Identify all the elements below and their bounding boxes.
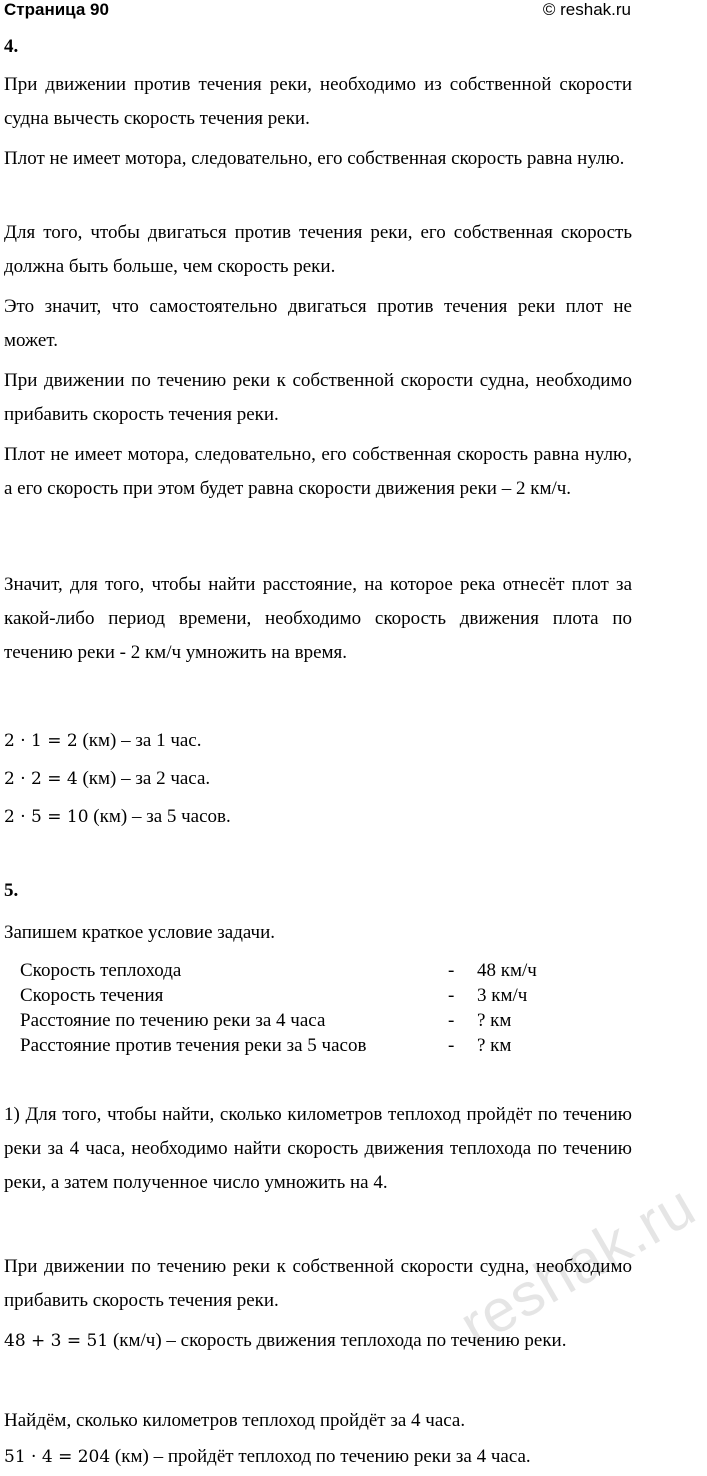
condition-value: ? км [477, 1035, 512, 1056]
condition-label: Скорость течения [20, 985, 164, 1006]
condition-dash: - [448, 1035, 455, 1056]
task-4-calc-2 [4, 762, 632, 796]
condition-value: 48 км/ч [477, 960, 537, 981]
condition-label: Расстояние по течению реки за 4 часа [20, 1010, 326, 1031]
task-4-paragraph-7: Значит, для того, чтобы найти расстояние, на которое река отнесёт плот за какой-либо период времени, необходимо скорость движения плота по течению реки - 2 км/ч умножить на время. [4, 574, 632, 663]
condition-value: ? км [477, 1010, 512, 1031]
condition-label: Скорость теплохода [20, 960, 182, 981]
calc-expression: 2 · 1 = 2 [4, 731, 78, 751]
condition-dash: - [448, 1010, 455, 1031]
calc-text: (км) – за 1 час. [77, 730, 202, 751]
condition-value: 3 км/ч [477, 985, 528, 1006]
task-4-paragraph-1: При движении против течения реки, необходимо из собственной скорости судна вычесть скорость течения реки. [4, 74, 632, 129]
page-title: Страница 90 [4, 0, 109, 19]
condition-dash: - [448, 960, 455, 981]
condition-table [20, 958, 577, 1058]
task-5-step-1: 1) Для того, чтобы найти, сколько километров теплоход пройдёт по течению реки за 4 часа, необходимо найти скорость движения теплохода по течению реки, а затем полученное число умножить на 4. [4, 1104, 632, 1193]
calc-text: (км) – за 5 часов. [88, 806, 231, 827]
condition-row [20, 958, 577, 983]
calc-expression: 2 · 2 = 4 [4, 769, 78, 789]
condition-row [20, 983, 577, 1008]
task-4-paragraph-3: Для того, чтобы двигаться против течения реки, его собственная скорость должна быть больше, чем скорость реки. [4, 222, 632, 277]
site-copyright: © reshak.ru [542, 0, 631, 19]
page-header [0, 0, 635, 22]
watermark: reshak.ru [448, 1171, 707, 1359]
condition-dash: - [448, 985, 455, 1006]
condition-label: Расстояние против течения реки за 5 часов [20, 1035, 367, 1056]
condition-row [20, 1008, 577, 1033]
calc-expression: 2 · 5 = 10 [4, 807, 89, 827]
task-4-calc-3 [4, 800, 632, 834]
task-5-number: 5. [4, 880, 19, 901]
task-4-paragraph-6: Плот не имеет мотора, следовательно, его собственная скорость равна нулю, а его скорость при этом будет равна скорости движения реки – 2 км/ч. [4, 444, 632, 499]
calc-text: (км) – пройдёт теплоход по течению реки за 4 часа. [110, 1446, 531, 1467]
task-4-paragraph-2: Плот не имеет мотора, следовательно, его собственная скорость равна нулю. [4, 148, 625, 169]
calc-expression: 51 · 4 = 204 [4, 1447, 111, 1467]
calc-text: (км) – за 2 часа. [77, 768, 211, 789]
condition-row [20, 1033, 577, 1058]
task-5-calc-2 [4, 1440, 632, 1474]
task-4-paragraph-5: При движении по течению реки к собственной скорости судна, необходимо прибавить скорость течения реки. [4, 370, 632, 425]
task-4-calc-1 [4, 724, 632, 758]
task-4-paragraph-4: Это значит, что самостоятельно двигаться против течения реки плот не может. [4, 296, 632, 351]
task-5-find: Найдём, сколько километров теплоход пройдёт за 4 часа. [4, 1410, 466, 1431]
calc-text: (км/ч) – скорость движения теплохода по течению реки. [108, 1330, 567, 1351]
task-5-intro: Запишем краткое условие задачи. [4, 922, 276, 943]
task-5-calc-1 [4, 1324, 632, 1358]
task-5-rule: При движении по течению реки к собственной скорости судна, необходимо прибавить скорость течения реки. [4, 1256, 632, 1311]
task-4-number: 4. [4, 36, 19, 57]
calc-expression: 48 + 3 = 51 [4, 1331, 109, 1351]
